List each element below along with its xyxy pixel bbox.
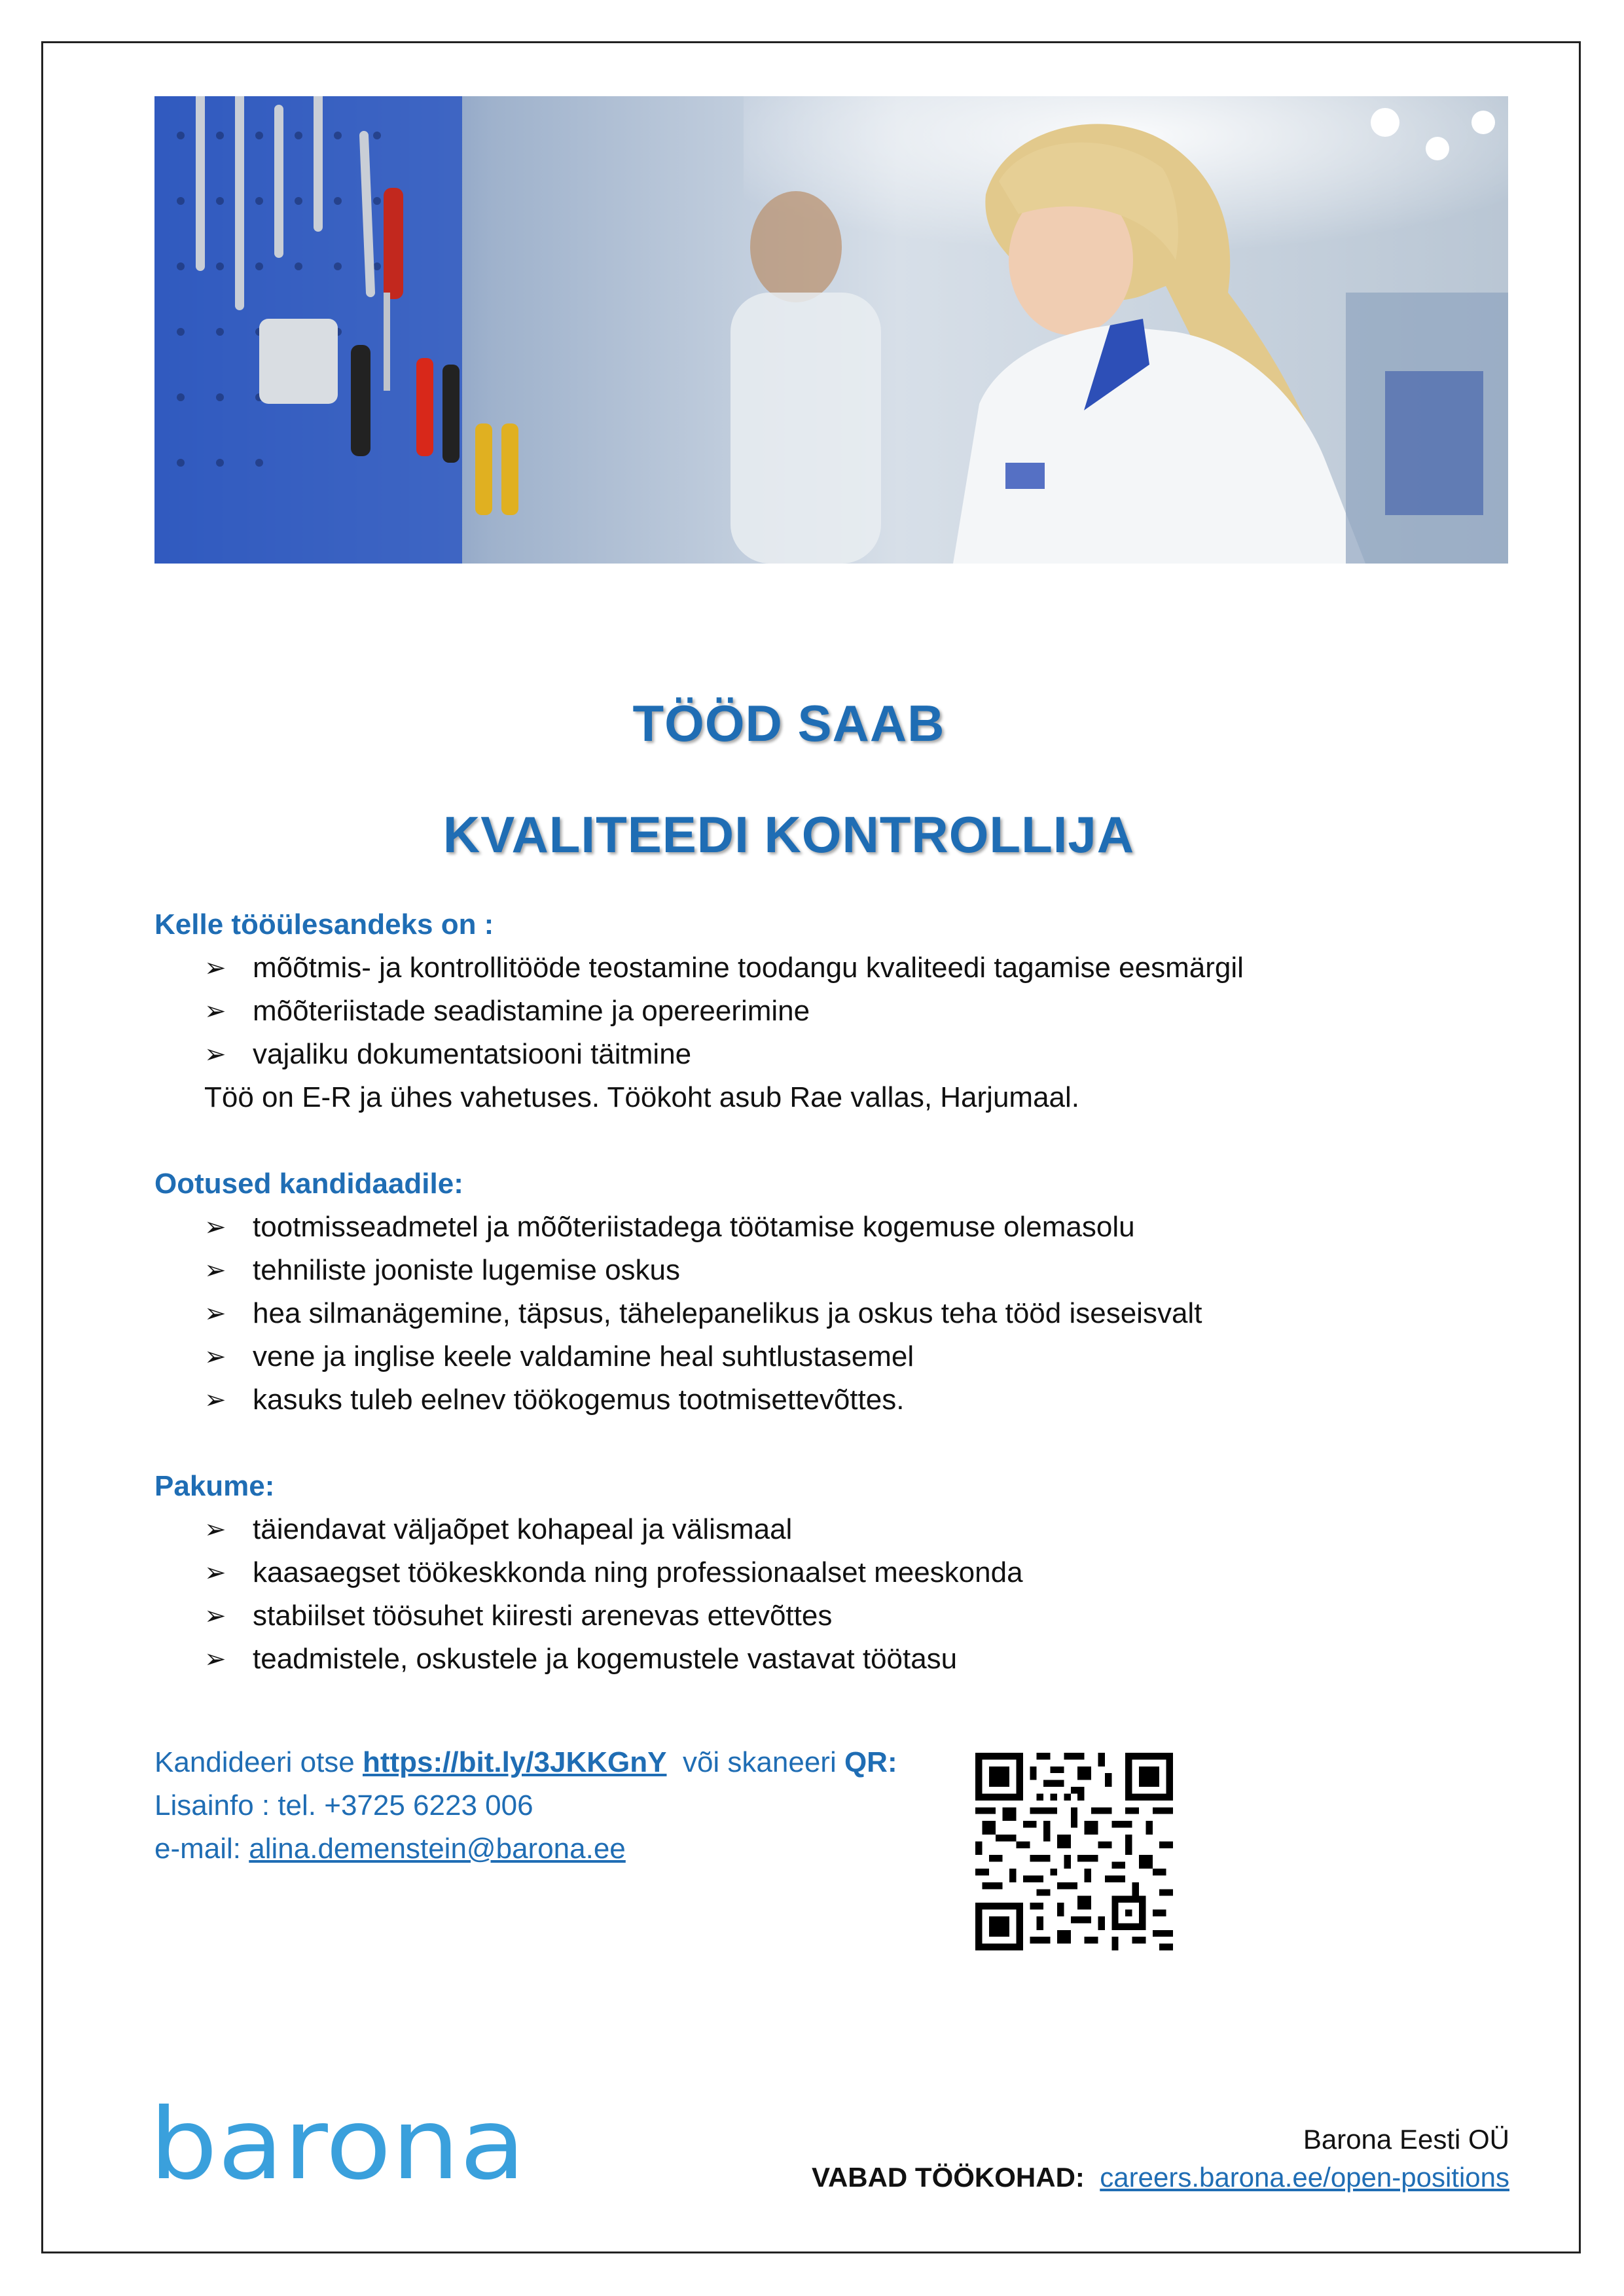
- header-photo: [154, 96, 1508, 564]
- company-name: Barona Eesti OÜ: [1303, 2124, 1509, 2155]
- duties-heading: Kelle tööülesandeks on :: [154, 908, 494, 941]
- lab-worker-image: [154, 96, 1508, 564]
- list-item: ➢ vene ja inglise keele valdamine heal suhtlustasemel: [154, 1335, 1464, 1378]
- email-prefix: e-mail:: [154, 1833, 242, 1865]
- list-item: ➢ stabiilset töösuhet kiiresti arenevas ettevõttes: [154, 1594, 1464, 1638]
- apply-mid-text: või skaneeri: [682, 1746, 837, 1778]
- heading-job-title: KVALITEEDI KONTROLLIJA: [442, 806, 1135, 863]
- phone-info: Lisainfo : tel. +3725 6223 006: [154, 1789, 533, 1821]
- qr-label: QR:: [844, 1746, 897, 1778]
- arrow-bullet-icon: ➢: [204, 1515, 226, 1544]
- qr-code-icon[interactable]: [975, 1753, 1173, 1950]
- list-item: ➢ teadmistele, oskustele ja kogemustele vastavat töötasu: [154, 1638, 1464, 1681]
- jobs-label: VABAD TÖÖKOHAD:: [812, 2162, 1085, 2193]
- list-item: ➢ kaasaegset töökeskkonda ning professionaalset meeskonda: [154, 1551, 1464, 1594]
- duties-list: [154, 946, 1464, 1076]
- arrow-bullet-icon: ➢: [204, 1342, 226, 1371]
- list-item: ➢ kasuks tuleb eelnev töökogemus tootmisettevõttes.: [154, 1378, 1464, 1422]
- contact-block: [154, 1741, 897, 1871]
- expectations-list: [154, 1206, 1464, 1422]
- arrow-bullet-icon: ➢: [204, 1256, 226, 1285]
- heading-job-available: TÖÖD SAAB: [632, 694, 945, 752]
- apply-line: [154, 1741, 897, 1784]
- list-item: ➢ tootmisseadmetel ja mõõteriistadega töötamise kogemuse olemasolu: [154, 1206, 1464, 1249]
- list-item: ➢ täiendavat väljaõpet kohapeal ja välismaal: [154, 1508, 1464, 1551]
- offer-heading: Pakume:: [154, 1470, 275, 1502]
- arrow-bullet-icon: ➢: [204, 1558, 226, 1587]
- arrow-bullet-icon: ➢: [204, 1213, 226, 1242]
- list-item: ➢ tehniliste jooniste lugemise oskus: [154, 1249, 1464, 1292]
- arrow-bullet-icon: ➢: [204, 1602, 226, 1630]
- expectations-heading: Ootused kandidaadile:: [154, 1168, 463, 1200]
- list-item: ➢ mõõteriistade seadistamine ja opereerimine: [154, 990, 1464, 1033]
- list-item: ➢ hea silmanägemine, täpsus, tähelepanelikus ja oskus teha tööd iseseisvalt: [154, 1292, 1464, 1335]
- arrow-bullet-icon: ➢: [204, 1299, 226, 1328]
- apply-link[interactable]: https://bit.ly/3JKKGnY: [363, 1746, 667, 1778]
- arrow-bullet-icon: ➢: [204, 1645, 226, 1674]
- email-line: [154, 1827, 897, 1871]
- offer-list: [154, 1508, 1464, 1681]
- arrow-bullet-icon: ➢: [204, 954, 226, 982]
- arrow-bullet-icon: ➢: [204, 997, 226, 1026]
- footer: [812, 2121, 1509, 2197]
- careers-link[interactable]: careers.barona.ee/open-positions: [1100, 2162, 1509, 2193]
- list-item: ➢ vajaliku dokumentatsiooni täitmine: [154, 1033, 1464, 1076]
- jobs-line: [812, 2159, 1509, 2197]
- list-item: ➢ mõõtmis- ja kontrollitööde teostamine toodangu kvaliteedi tagamise eesmärgil: [154, 946, 1464, 990]
- arrow-bullet-icon: ➢: [204, 1386, 226, 1414]
- apply-prefix: Kandideeri otse: [154, 1746, 355, 1778]
- barona-logo: [149, 2101, 529, 2199]
- work-schedule-note: Töö on E-R ja ühes vahetuses. Töökoht asub Rae vallas, Harjumaal.: [204, 1081, 1080, 1113]
- arrow-bullet-icon: ➢: [204, 1040, 226, 1069]
- email-link[interactable]: alina.demenstein@barona.ee: [249, 1833, 626, 1865]
- logo-text: barona: [149, 2101, 526, 2199]
- job-description: [154, 903, 1464, 1681]
